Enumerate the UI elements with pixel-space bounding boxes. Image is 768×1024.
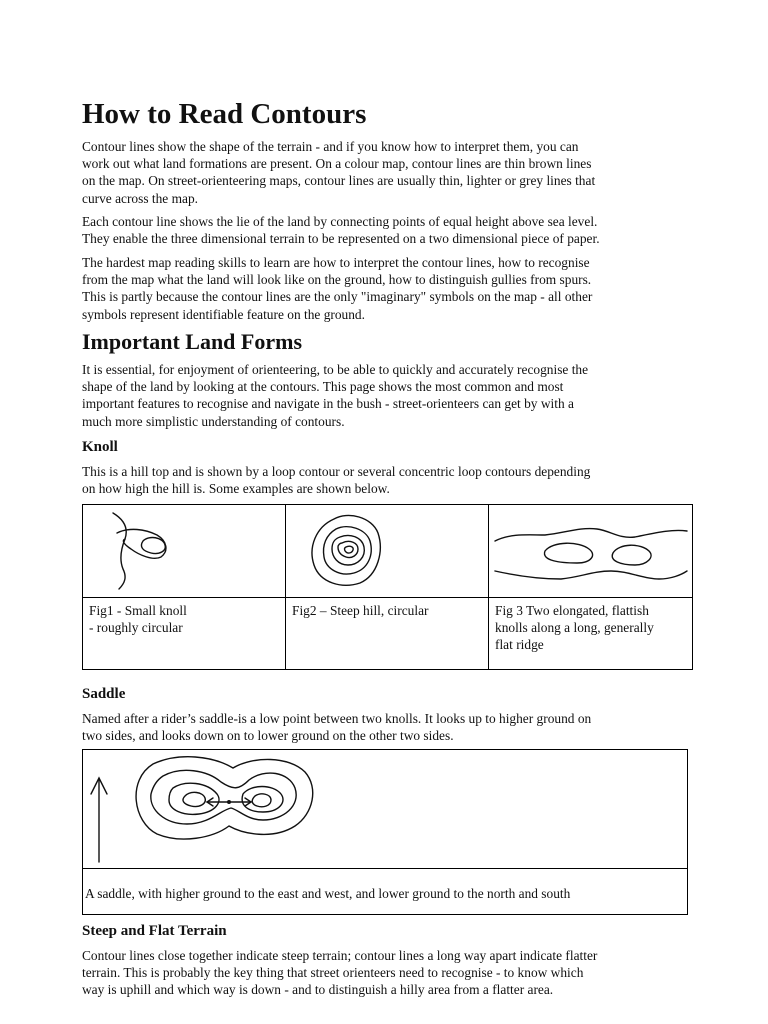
- knoll-heading: Knoll: [82, 439, 118, 455]
- landforms-heading: Important Land Forms: [82, 329, 303, 354]
- small-knoll-contour-icon: [83, 505, 283, 597]
- steep-heading: Steep and Flat Terrain: [82, 923, 227, 939]
- saddle-caption: A saddle, with higher ground to the east and west, and lower ground to the north and south: [83, 868, 687, 914]
- saddle-heading: Saddle: [82, 686, 126, 702]
- knoll-figures-table: [82, 504, 693, 670]
- intro-paragraph-2: Each contour line shows the lie of the land by connecting points of equal height above sea level. They enable the three dimensional terrain to be represented on a two dimensional piece of paper.: [82, 214, 600, 247]
- knoll-paragraph: This is a hill top and is shown by a loop contour or several concentric loop contours depending on how high the hill is. Some examples are shown below.: [82, 464, 591, 497]
- fig2-caption: Fig2 – Steep hill, circular: [286, 598, 489, 670]
- saddle-paragraph: Named after a rider’s saddle-is a low point between two knolls. It looks up to higher ground on two sides, and looks down on to lower ground on the other two sides.: [82, 711, 592, 744]
- fig1-cell: [83, 505, 286, 598]
- steep-paragraph: Contour lines close together indicate steep terrain; contour lines a long way apart indicate flatter terrain. This is probably the key thing that street orienteers need to recognise - to know which way is uphill and which way is down - and to distinguish a hilly area from a flatter area.: [82, 948, 598, 998]
- fig1-caption: Fig1 - Small knoll - roughly circular: [83, 598, 286, 670]
- fig3-caption: Fig 3 Two elongated, flattish knolls along a long, generally flat ridge: [489, 598, 693, 670]
- saddle-figure: [82, 749, 688, 915]
- saddle-contour-with-north-arrow-icon: [83, 750, 383, 868]
- elongated-knolls-contour-icon: [489, 505, 690, 597]
- steep-hill-contour-icon: [286, 505, 486, 597]
- fig3-cell: [489, 505, 693, 598]
- page-title: How to Read Contours: [82, 98, 367, 130]
- landforms-paragraph: It is essential, for enjoyment of orienteering, to be able to quickly and accurately recognise the shape of the land by looking at the contours. This page shows the most common and most important features to recognise and navigate in the bush - street-orienteers can get by with a much more simplistic understanding of contours.: [82, 362, 589, 429]
- fig2-cell: [286, 505, 489, 598]
- intro-paragraph-3: The hardest map reading skills to learn are how to interpret the contour lines, how to recognise from the map what the land will look like on the ground, how to distinguish gullies from spurs. This is partly because the contour lines are the only "imaginary" symbols on the map - all other symbols represent identifiable feature on the ground.: [82, 255, 593, 322]
- intro-paragraph-1: Contour lines show the shape of the terrain - and if you know how to interpret them, you can work out what land formations are present. On a colour map, contour lines are thin brown lines on the map. On street-orienteering maps, contour lines are usually thin, lighter or grey lines that curve across the map.: [82, 139, 596, 206]
